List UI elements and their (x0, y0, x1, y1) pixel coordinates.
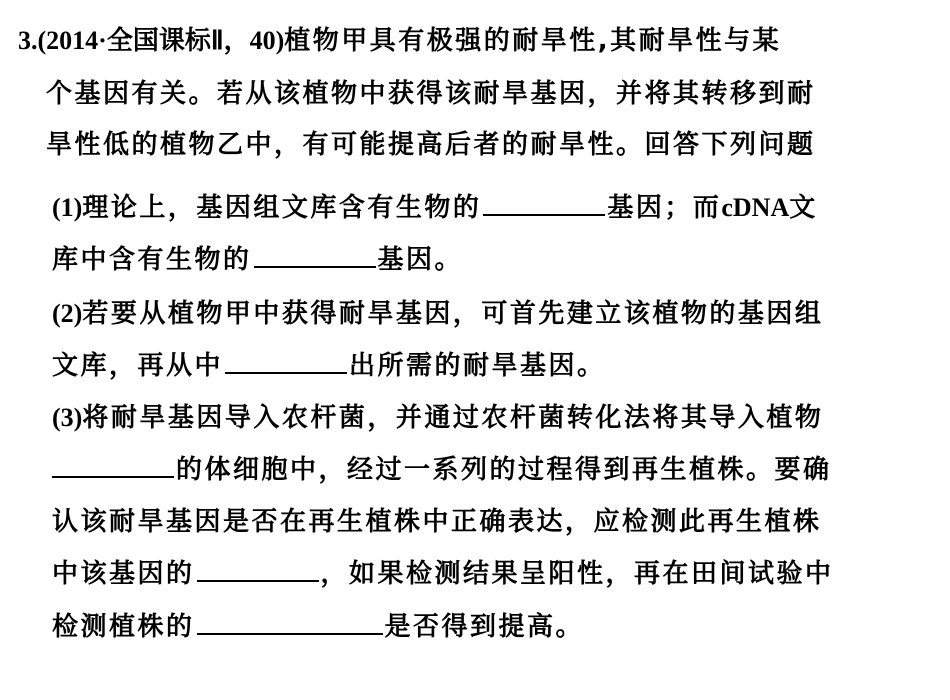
answer-blank-6[interactable] (197, 611, 383, 635)
part3-line-3 (52, 505, 822, 539)
part2-text-b: 文库，再从中 (52, 351, 224, 381)
part1-line-2 (52, 243, 463, 277)
part2-text-a: 若要从植物甲中获得耐旱基因，可首先建立该植物的基因组 (82, 299, 824, 329)
part2-text-c: 出所需的耐旱基因。 (349, 351, 606, 381)
answer-blank-3[interactable] (225, 350, 347, 374)
part3-text-g: 是否得到提高。 (384, 612, 585, 642)
question-line-1 (18, 24, 781, 58)
part3-line-5 (52, 610, 584, 644)
part3-text-f: 检测植株的 (52, 612, 195, 642)
part2-line-2 (52, 349, 606, 383)
question-stem-3: 旱性低的植物乙中，有可能提高后者的耐旱性。回答下列问题 (46, 130, 816, 160)
part1-line-1 (52, 191, 818, 225)
part1-cdna: cDNA (721, 193, 790, 222)
question-stem-2: 个基因有关。若从该植物中获得该耐旱基因，并将其转移到耐 (46, 79, 816, 109)
answer-blank-2[interactable] (254, 244, 376, 268)
part3-text-d: 中该基因的 (52, 559, 195, 589)
part3-text-b: 的体细胞中，经过一系列的过程得到再生植株。要确 (176, 455, 832, 485)
answer-blank-4[interactable] (52, 454, 174, 478)
part3-text-a: 将耐旱基因导入农杆菌，并通过农杆菌转化法将其导入植物 (82, 403, 824, 433)
question-line-2 (46, 77, 816, 111)
question-source: (2014·全国课标Ⅱ，40) (37, 26, 285, 55)
part3-text-e: ，如果检测结果呈阳性，再在田间试验中 (320, 559, 834, 589)
answer-blank-5[interactable] (197, 558, 319, 582)
part1-label: (1) (52, 193, 83, 222)
part2-label: (2) (52, 299, 83, 328)
part1-text-a: 理论上，基因组文库含有生物的 (82, 193, 482, 223)
part1-text-f: 基因。 (377, 245, 464, 275)
part3-text-c: 认该耐旱基因是否在再生植株中正确表达，应检测此再生植株 (52, 507, 822, 537)
part1-text-d: 文 (789, 193, 818, 223)
answer-blank-1[interactable] (483, 192, 605, 216)
part1-text-e: 库中含有生物的 (52, 245, 252, 275)
part3-line-4 (52, 557, 834, 591)
question-line-3 (46, 128, 816, 162)
part3-line-1 (52, 401, 823, 435)
part2-line-1 (52, 297, 823, 331)
question-stem-1: 植物甲具有极强的耐旱性,其耐旱性与某 (284, 26, 782, 56)
question-number: 3. (18, 26, 38, 55)
part3-line-2 (52, 453, 832, 487)
part3-label: (3) (52, 403, 83, 432)
part1-text-b: 基因；而 (607, 193, 722, 223)
